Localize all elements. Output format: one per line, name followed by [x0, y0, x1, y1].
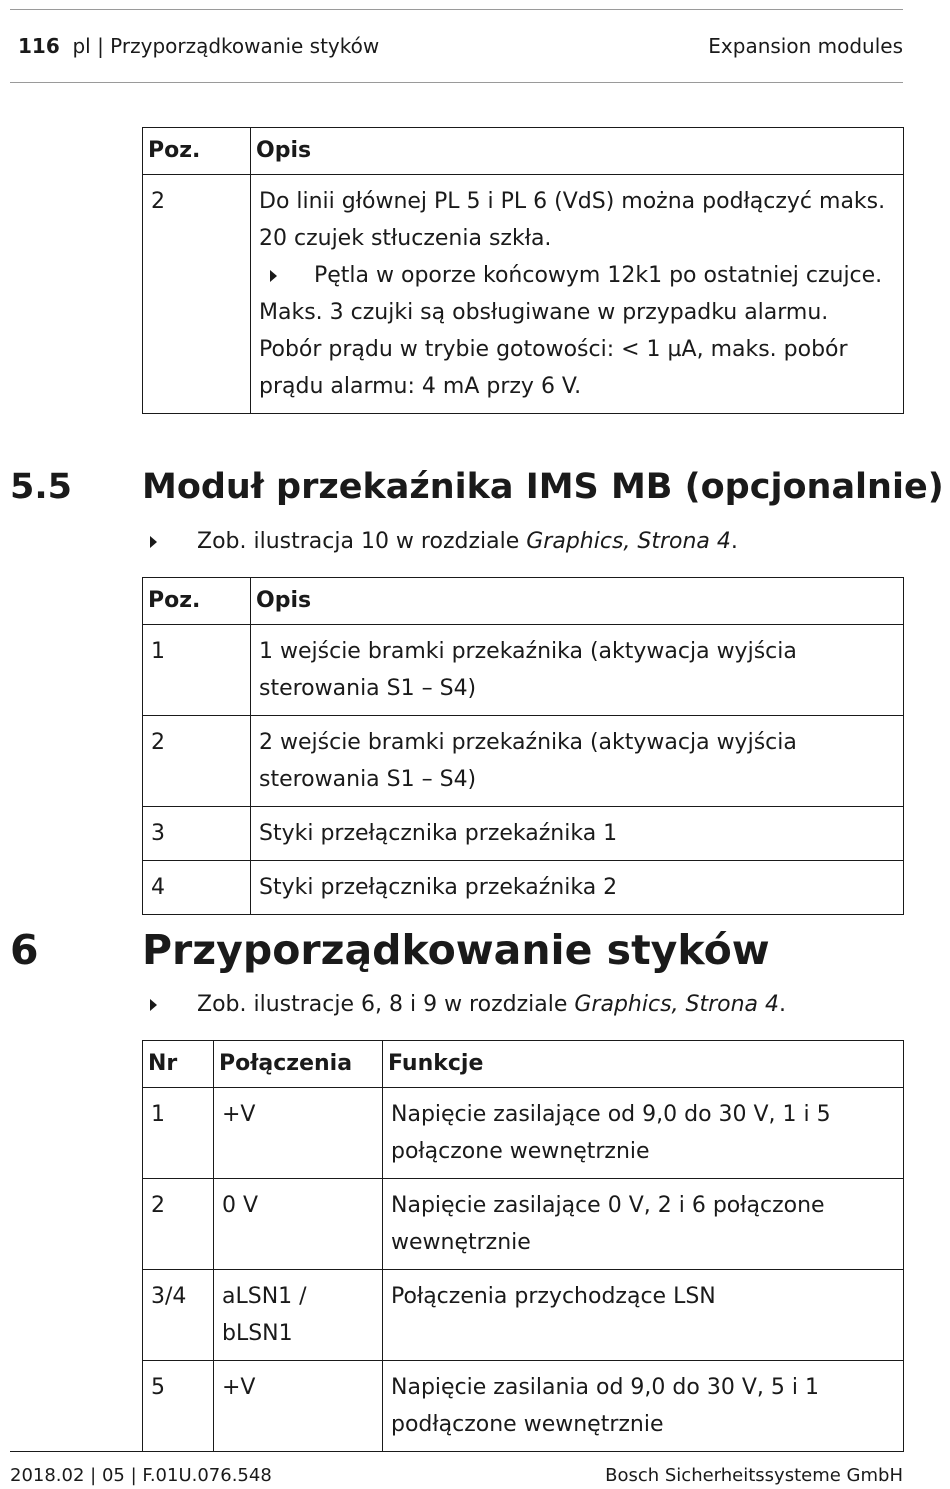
cell-conn: aLSN1 / bLSN1: [214, 1270, 383, 1361]
page-number: 116: [18, 34, 60, 58]
table-continued: [142, 127, 904, 414]
product-name: Expansion modules: [708, 34, 903, 58]
cell-conn: 0 V: [214, 1179, 383, 1270]
table-row: [143, 1179, 904, 1270]
header-left: [18, 34, 379, 58]
desc-line: Maks. 3 czujki są obsługiwane w przypadku alarmu.: [259, 300, 829, 325]
col-header-connections: Połączenia: [214, 1041, 383, 1088]
see-suffix: .: [730, 529, 738, 554]
table-row: [143, 1361, 904, 1452]
cell-func: Napięcie zasilania od 9,0 do 30 V, 5 i 1 podłączone wewnętrznie: [383, 1361, 904, 1452]
section-number: 5.5: [10, 467, 73, 507]
table-row: [143, 175, 904, 414]
bullet-triangle-icon: [150, 536, 157, 548]
see-prefix: Zob. ilustracje 6, 8 i 9 w rozdziale: [197, 992, 575, 1017]
table-header-row: [143, 578, 904, 625]
bullet-item: [259, 257, 893, 294]
see-link[interactable]: Graphics, Strona 4: [574, 992, 780, 1017]
section-title: Moduł przekaźnika IMS MB (opcjonalnie): [142, 467, 944, 507]
cell-desc: [251, 175, 904, 414]
chapter-title-heading: Przyporządkowanie styków: [142, 926, 770, 974]
cell-pos: 1: [143, 625, 251, 716]
see-suffix: .: [779, 992, 787, 1017]
desc-line: Do linii głównej PL 5 i PL 6 (VdS) można podłączyć maks. 20 czujek stłuczenia szkła.: [259, 189, 886, 251]
table-row: [143, 861, 904, 915]
footer-rule: [10, 1451, 903, 1452]
cell-nr: 2: [143, 1179, 214, 1270]
cell-pos: 2: [143, 175, 251, 414]
bullet-triangle-icon: [150, 999, 157, 1011]
desc-line: Pobór prądu w trybie gotowości: < 1 µA, maks. pobór prądu alarmu: 4 mA przy 6 V.: [259, 337, 848, 399]
cell-nr: 5: [143, 1361, 214, 1452]
table-row: [143, 625, 904, 716]
table-row: [143, 716, 904, 807]
col-header-opis: Opis: [251, 128, 904, 175]
cell-desc: 1 wejście bramki przekaźnika (aktywacja wyjścia sterowania S1 – S4): [251, 625, 904, 716]
cell-desc: 2 wejście bramki przekaźnika (aktywacja wyjścia sterowania S1 – S4): [251, 716, 904, 807]
header-top-rule: [10, 9, 903, 10]
pin-assignment-table: [142, 1040, 904, 1452]
cell-pos: 2: [143, 716, 251, 807]
bullet-text: Pętla w oporze końcowym 12k1 po ostatniej czujce.: [314, 263, 883, 288]
cell-conn: +V: [214, 1088, 383, 1179]
cell-func: Połączenia przychodzące LSN: [383, 1270, 904, 1361]
relay-module-table: [142, 577, 904, 915]
table-row: [143, 807, 904, 861]
cell-func: Napięcie zasilające od 9,0 do 30 V, 1 i 5 połączone wewnętrznie: [383, 1088, 904, 1179]
cell-nr: 1: [143, 1088, 214, 1179]
cell-func: Napięcie zasilające 0 V, 2 i 6 połączone wewnętrznie: [383, 1179, 904, 1270]
col-header-nr: Nr: [143, 1041, 214, 1088]
col-header-opis: Opis: [251, 578, 904, 625]
see-link[interactable]: Graphics, Strona 4: [526, 529, 731, 554]
col-header-poz: Poz.: [143, 128, 251, 175]
table-header-row: [143, 128, 904, 175]
col-header-functions: Funkcje: [383, 1041, 904, 1088]
document-id: 2018.02 | 05 | F.01U.076.548: [10, 1465, 272, 1486]
cell-desc: Styki przełącznika przekaźnika 1: [251, 807, 904, 861]
header-bottom-rule: [10, 82, 903, 83]
see-prefix: Zob. ilustracja 10 w rozdziale: [197, 529, 527, 554]
chapter-number: 6: [10, 926, 39, 974]
bullet-triangle-icon: [270, 270, 277, 282]
table-row: [143, 1270, 904, 1361]
cell-desc: Styki przełącznika przekaźnika 2: [251, 861, 904, 915]
chapter-title: pl | Przyporządkowanie styków: [72, 34, 380, 58]
company-name: Bosch Sicherheitssysteme GmbH: [605, 1465, 903, 1486]
cell-conn: +V: [214, 1361, 383, 1452]
table-row: [143, 1088, 904, 1179]
table-header-row: [143, 1041, 904, 1088]
cell-pos: 3: [143, 807, 251, 861]
cell-pos: 4: [143, 861, 251, 915]
cell-nr: 3/4: [143, 1270, 214, 1361]
col-header-poz: Poz.: [143, 578, 251, 625]
